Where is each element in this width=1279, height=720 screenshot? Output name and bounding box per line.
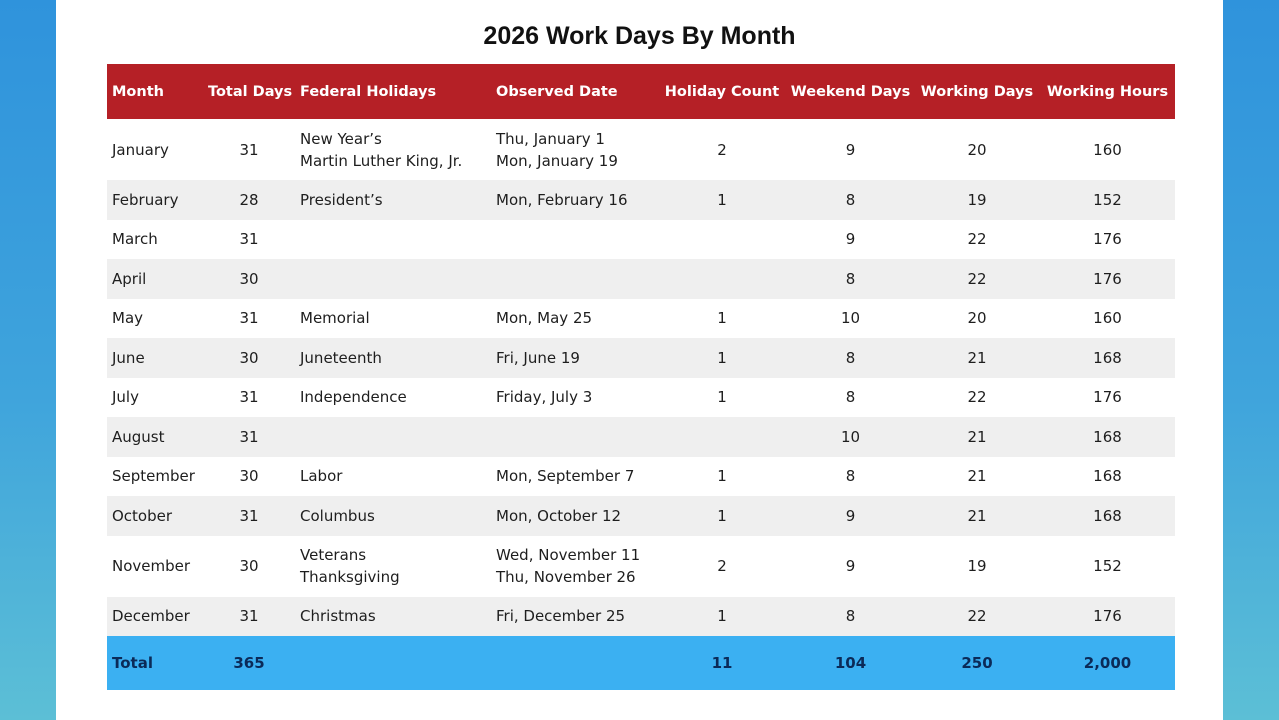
cell-holiday-count: 1 xyxy=(657,180,787,220)
cell-observed-date xyxy=(491,119,657,180)
cell-working-hours: 176 xyxy=(1040,259,1175,299)
table-row xyxy=(107,180,1175,220)
cell-holiday-count xyxy=(657,220,787,260)
table-total-row xyxy=(107,636,1175,690)
cell-holiday-count xyxy=(657,417,787,457)
cell-working-days: 21 xyxy=(914,417,1040,457)
cell-holiday-count: 1 xyxy=(657,338,787,378)
total-empty-cell xyxy=(295,636,491,690)
cell-total-days: 30 xyxy=(203,259,295,299)
header-holiday-count: Holiday Count xyxy=(657,64,787,119)
cell-federal-holidays-line: Thanksgiving xyxy=(300,568,400,586)
cell-working-hours: 168 xyxy=(1040,496,1175,536)
cell-working-days: 21 xyxy=(967,467,987,486)
cell-month: May xyxy=(112,309,144,328)
cell-federal-holidays-line: New Year’s xyxy=(300,129,382,148)
cell-federal-holidays xyxy=(295,378,491,418)
cell-observed-date xyxy=(491,299,657,339)
table-row xyxy=(107,496,1175,536)
cell-total-days: 31 xyxy=(203,597,295,637)
table-row xyxy=(107,597,1175,637)
total-empty-cell xyxy=(491,636,657,690)
cell-holiday-count: 1 xyxy=(657,496,787,536)
cell-working-hours: 152 xyxy=(1093,557,1122,575)
cell-working-hours: 160 xyxy=(1093,140,1122,159)
cell-federal-holidays xyxy=(295,119,491,180)
cell-working-days: 20 xyxy=(967,309,987,328)
total-working-hours: 2,000 xyxy=(1040,636,1175,690)
cell-observed-date-line: Thu, January 1 xyxy=(496,129,605,148)
cell-observed-date-line: Mon, September 7 xyxy=(496,467,635,486)
cell-holiday-count: 1 xyxy=(717,309,727,328)
cell-federal-holidays-line: Independence xyxy=(300,388,407,407)
cell-weekend-days: 8 xyxy=(787,180,914,220)
cell-working-hours: 168 xyxy=(1040,417,1175,457)
cell-working-hours: 176 xyxy=(1093,230,1122,249)
header-total-days: Total Days xyxy=(203,64,295,119)
cell-month: November xyxy=(112,557,191,575)
cell-observed-date xyxy=(491,536,657,597)
cell-federal-holidays-line: Juneteenth xyxy=(300,348,382,367)
total-label: Total xyxy=(107,636,203,690)
table-row xyxy=(107,536,1175,597)
cell-observed-date-line: Fri, December 25 xyxy=(496,607,626,626)
header-working-hours: Working Hours xyxy=(1040,64,1175,119)
table-row xyxy=(107,338,1175,378)
header-working-days: Working Days xyxy=(914,64,1040,119)
cell-weekend-days: 9 xyxy=(787,496,914,536)
cell-federal-holidays-line: Columbus xyxy=(300,506,375,525)
cell-observed-date-line: Mon, May 25 xyxy=(496,309,593,328)
cell-month: September xyxy=(112,467,195,486)
cell-working-hours: 160 xyxy=(1093,309,1122,328)
cell-month: January xyxy=(112,140,169,159)
cell-month: August xyxy=(107,417,203,457)
cell-month: July xyxy=(112,388,139,407)
table-body xyxy=(107,119,1175,636)
cell-month: March xyxy=(112,230,158,249)
cell-total-days: 31 xyxy=(239,230,259,249)
cell-total-days: 30 xyxy=(239,467,259,486)
cell-federal-holidays xyxy=(295,338,491,378)
cell-working-days: 22 xyxy=(914,597,1040,637)
total-working-days: 250 xyxy=(914,636,1040,690)
cell-federal-holidays xyxy=(295,299,491,339)
cell-federal-holidays xyxy=(295,259,491,299)
cell-observed-date-line: Mon, January 19 xyxy=(496,151,618,170)
cell-federal-holidays-line: Memorial xyxy=(300,309,370,328)
header-weekend-days: Weekend Days xyxy=(787,64,914,119)
cell-working-days: 22 xyxy=(914,259,1040,299)
cell-federal-holidays xyxy=(295,180,491,220)
document-page xyxy=(56,0,1223,720)
cell-federal-holidays xyxy=(295,496,491,536)
cell-total-days: 31 xyxy=(239,388,259,407)
cell-month: October xyxy=(107,496,203,536)
table-row xyxy=(107,457,1175,497)
cell-working-days: 22 xyxy=(967,388,987,407)
table-header-row xyxy=(107,64,1175,119)
cell-holiday-count xyxy=(657,259,787,299)
cell-total-days: 31 xyxy=(203,417,295,457)
cell-weekend-days: 8 xyxy=(787,338,914,378)
cell-month: June xyxy=(107,338,203,378)
cell-month: December xyxy=(107,597,203,637)
table-row xyxy=(107,299,1175,339)
cell-federal-holidays xyxy=(295,597,491,637)
cell-holiday-count: 1 xyxy=(717,388,727,407)
cell-federal-holidays xyxy=(295,536,491,597)
cell-federal-holidays xyxy=(295,417,491,457)
table-row xyxy=(107,119,1175,180)
cell-federal-holidays-line: Veterans xyxy=(300,546,367,564)
cell-weekend-days: 9 xyxy=(845,230,856,249)
total-days-sum: 365 xyxy=(203,636,295,690)
cell-federal-holidays-line: Christmas xyxy=(300,607,376,626)
table-row xyxy=(107,417,1175,457)
cell-weekend-days: 10 xyxy=(787,417,914,457)
cell-federal-holidays-line: Labor xyxy=(300,467,343,486)
cell-total-days: 31 xyxy=(203,496,295,536)
cell-observed-date xyxy=(491,496,657,536)
cell-federal-holidays xyxy=(295,220,491,260)
cell-weekend-days: 9 xyxy=(845,557,856,575)
cell-federal-holidays-line: President’s xyxy=(300,190,383,209)
cell-working-days: 21 xyxy=(914,338,1040,378)
table-row xyxy=(107,220,1175,260)
cell-observed-date xyxy=(491,597,657,637)
cell-observed-date xyxy=(491,338,657,378)
cell-observed-date-line: Thu, November 26 xyxy=(496,568,636,586)
cell-observed-date xyxy=(491,259,657,299)
cell-working-days: 19 xyxy=(967,557,987,575)
cell-observed-date-line: Wed, November 11 xyxy=(496,546,641,564)
cell-observed-date xyxy=(491,220,657,260)
cell-holiday-count: 1 xyxy=(717,467,727,486)
table-row xyxy=(107,378,1175,418)
cell-weekend-days: 8 xyxy=(845,388,856,407)
cell-observed-date xyxy=(491,180,657,220)
cell-holiday-count: 1 xyxy=(657,597,787,637)
cell-working-days: 21 xyxy=(914,496,1040,536)
cell-total-days: 28 xyxy=(203,180,295,220)
work-days-table xyxy=(107,64,1175,690)
page-title: 2026 Work Days By Month xyxy=(483,22,796,50)
cell-working-hours: 168 xyxy=(1040,338,1175,378)
cell-federal-holidays xyxy=(295,457,491,497)
cell-working-days: 20 xyxy=(967,140,987,159)
cell-working-hours: 176 xyxy=(1093,388,1122,407)
cell-holiday-count: 2 xyxy=(717,557,727,575)
cell-holiday-count: 2 xyxy=(717,140,727,159)
header-federal-holidays: Federal Holidays xyxy=(295,64,491,119)
cell-weekend-days: 8 xyxy=(787,597,914,637)
cell-working-days: 19 xyxy=(914,180,1040,220)
cell-observed-date xyxy=(491,457,657,497)
cell-working-days: 22 xyxy=(967,230,987,249)
total-holiday-count: 11 xyxy=(657,636,787,690)
cell-working-hours: 168 xyxy=(1093,467,1122,486)
cell-total-days: 31 xyxy=(239,309,259,328)
cell-weekend-days: 8 xyxy=(787,259,914,299)
cell-total-days: 30 xyxy=(239,557,259,575)
cell-observed-date-line: Friday, July 3 xyxy=(496,388,593,407)
cell-total-days: 30 xyxy=(203,338,295,378)
cell-observed-date-line: Fri, June 19 xyxy=(496,348,580,367)
cell-working-hours: 176 xyxy=(1040,597,1175,637)
cell-weekend-days: 8 xyxy=(845,467,856,486)
cell-federal-holidays-line: Martin Luther King, Jr. xyxy=(300,151,463,170)
cell-total-days: 31 xyxy=(239,140,259,159)
header-observed-date: Observed Date xyxy=(491,64,657,119)
cell-weekend-days: 10 xyxy=(840,309,861,328)
cell-working-hours: 152 xyxy=(1040,180,1175,220)
cell-weekend-days: 9 xyxy=(845,140,856,159)
cell-observed-date xyxy=(491,417,657,457)
cell-month: April xyxy=(107,259,203,299)
header-month: Month xyxy=(107,64,203,119)
cell-observed-date-line: Mon, February 16 xyxy=(496,190,628,209)
table-row xyxy=(107,259,1175,299)
cell-month: February xyxy=(107,180,203,220)
total-weekend-days: 104 xyxy=(787,636,914,690)
cell-observed-date xyxy=(491,378,657,418)
cell-observed-date-line: Mon, October 12 xyxy=(496,506,622,525)
